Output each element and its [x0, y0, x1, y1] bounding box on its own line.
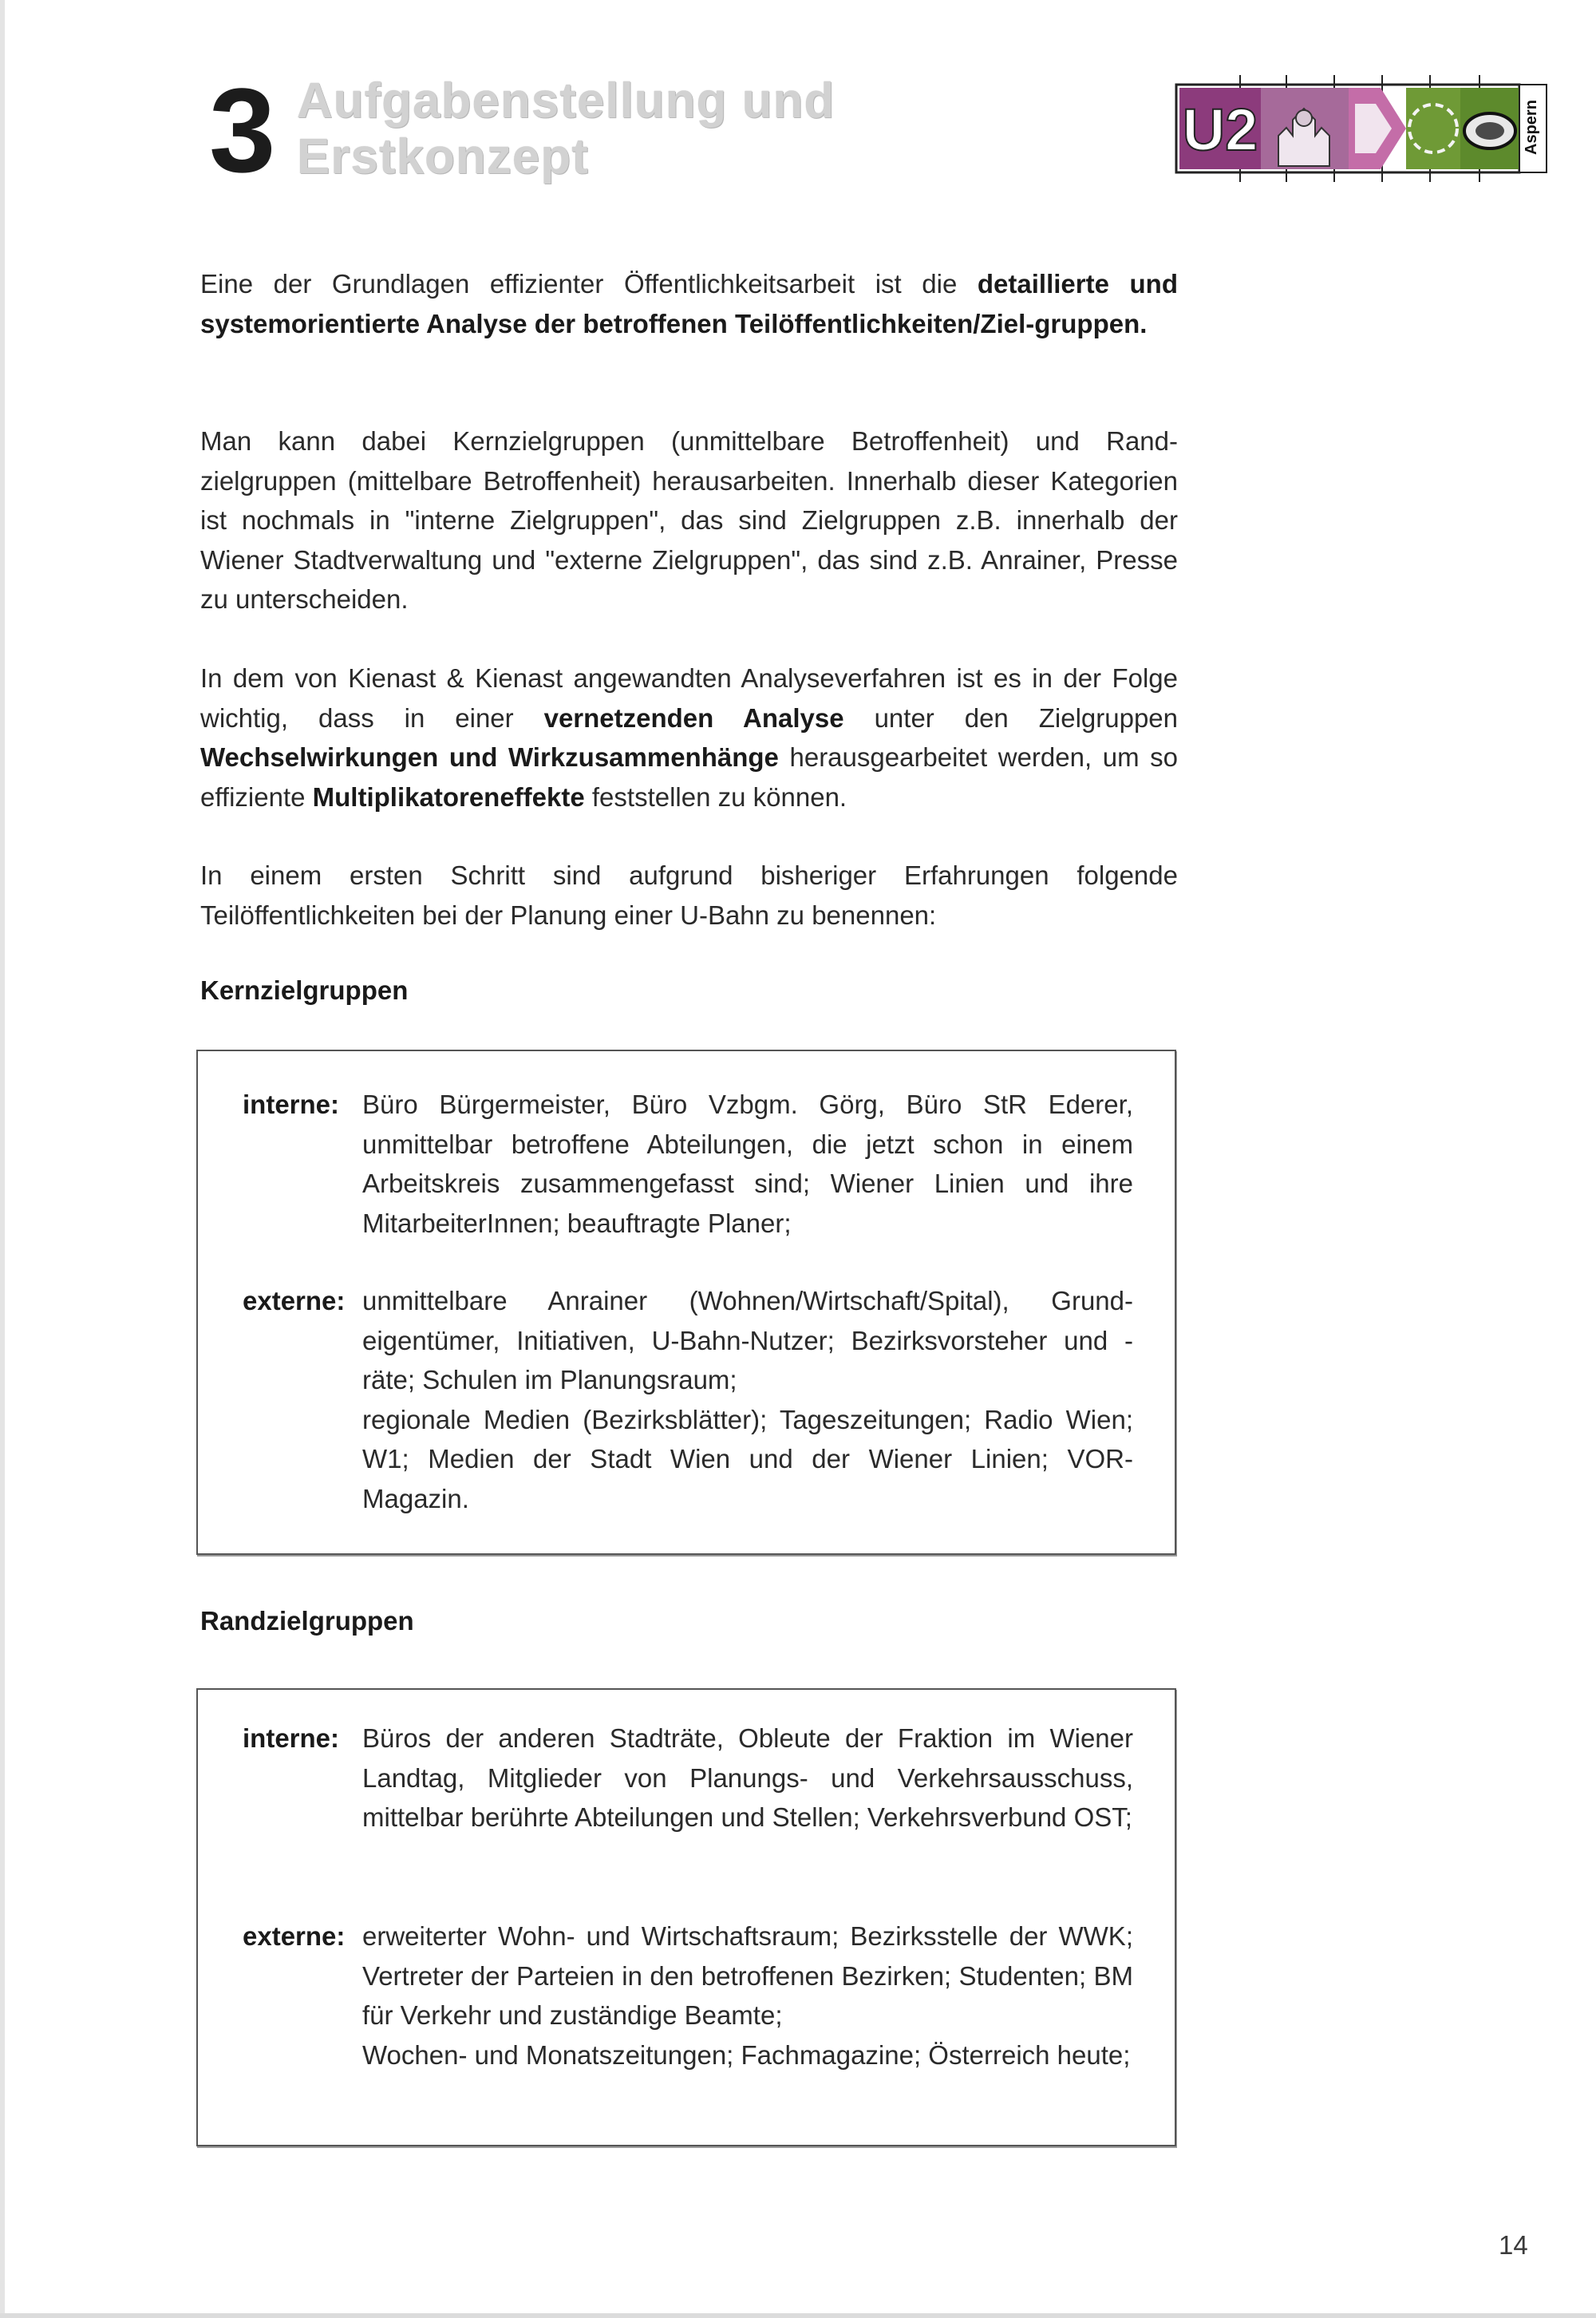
kernzielgruppen-box — [196, 1050, 1176, 1555]
rand-externe-text-2: Wochen- und Monatszeitungen; Fachmagazine; Österreich heute; — [362, 2039, 1131, 2070]
rand-externe-entry — [243, 1917, 1136, 2124]
chapter-title-line-1: Aufgabenstellung und — [297, 73, 836, 129]
kern-externe-label: externe: — [243, 1286, 346, 1315]
chapter-title-line-2: Erstkonzept — [297, 129, 589, 184]
u2-logo — [1167, 72, 1550, 192]
chapter-title — [297, 73, 835, 185]
rand-interne-entry — [243, 1719, 1136, 1878]
paragraph-4: In einem ersten Schritt sind aufgrund bisheriger Erfahrungen folgende Teilöffentlichkeiten bei der Planung einer U-Bahn zu benennen: — [200, 860, 1178, 930]
kern-externe-text-1: unmittelbare Anrainer (Wohnen/Wirtschaft/Spital), Grund-eigentümer, Initiativen, U-Bahn-Nutzer; Bezirksvorsteher und -räte; Schulen im Planungsraum; — [362, 1286, 1133, 1394]
kern-interne-label: interne: — [243, 1090, 340, 1119]
rand-interne-text: Büros der anderen Stadträte, Obleute der Fraktion im Wiener Landtag, Mitglieder von Planungs- und Verkehrsausschuss, mittelbar berührte Abteilungen und Stellen; Verkehrsverbund OST; — [362, 1723, 1133, 1832]
kern-externe-text-2: regionale Medien (Bezirksblätter); Tageszeitungen; Radio Wien; W1; Medien der Stadt Wien und der Wiener Linien; VOR-Magazin. — [362, 1404, 1133, 1513]
kern-externe-text — [362, 1281, 1133, 1518]
paragraph-3-bold-b: Wechselwirkungen und Wirkzusammenhänge — [200, 742, 779, 772]
randzielgruppen-heading: Randzielgruppen — [200, 1606, 414, 1636]
paragraph-3-bold-c: Multiplikatoreneffekte — [312, 781, 585, 812]
chapter-number: 3 — [209, 63, 276, 197]
randzielgruppen-box — [196, 1688, 1176, 2146]
paragraph-3-bold-a: vernetzenden Analyse — [543, 702, 844, 733]
rand-externe-text — [362, 1917, 1133, 2075]
kern-interne-text: Büro Bürgermeister, Büro Vzbgm. Görg, Büro StR Ederer, unmittelbar betroffene Abteilungen, die jetzt schon in einem Arbeitskreis zusammengefasst sind; Wiener Linien und ihre MitarbeiterInnen; beauftragte Planer; — [362, 1090, 1133, 1238]
page-edge-bottom — [0, 2313, 1596, 2318]
logo-u2-text: U2 — [1182, 97, 1258, 163]
paragraph-3 — [200, 659, 1178, 817]
paragraph-1-text: Eine der Grundlagen effizienter Öffentlichkeitsarbeit ist die — [200, 269, 978, 299]
page-number: 14 — [1499, 2230, 1528, 2260]
kern-interne-entry — [243, 1085, 1136, 1244]
paragraph-2: Man kann dabei Kernzielgruppen (unmittelbare Betroffenheit) und Rand-zielgruppen (mittelbare Betroffenheit) herausarbeiten. Innerhalb dieser Kategorien ist nochmals in "interne Zielgruppen", das sind Zielgruppen z.B. innerhalb der Wiener Stadtverwaltung und "externe Zielgruppen", das sind z.B. Anrainer, Presse zu unterscheiden. — [200, 426, 1178, 614]
rand-externe-label: externe: — [243, 1921, 346, 1951]
rand-interne-label: interne: — [243, 1723, 340, 1753]
paragraph-1-bold: detaillierte und systemorientierte Analyse der betroffenen Teilöffentlichkeiten/Ziel-gruppen. — [200, 269, 1178, 338]
kern-externe-entry — [243, 1281, 1136, 1529]
paragraph-3-text-b: unter den Zielgruppen — [843, 702, 1179, 733]
paragraph-3-text-d: feststellen zu können. — [584, 781, 847, 812]
paragraph-3-text-a: In dem von Kienast & Kienast angewandten Analyseverfahren ist es in der Folge wichtig, dass in einer — [200, 663, 1178, 733]
paragraph-3-text-c: herausgearbeitet werden, um so effiziente — [200, 742, 1178, 812]
rand-externe-text-1: erweiterter Wohn- und Wirtschaftsraum; Bezirksstelle der WWK; Vertreter der Parteien in den betroffenen Bezirken; Studenten; BM für Verkehr und zuständige Beamte; — [362, 1921, 1133, 2030]
paragraph-1 — [200, 264, 1178, 343]
kernzielgruppen-heading: Kernzielgruppen — [200, 975, 409, 1005]
page-edge — [0, 0, 5, 2318]
logo-side-label: Aspern — [1523, 100, 1540, 156]
